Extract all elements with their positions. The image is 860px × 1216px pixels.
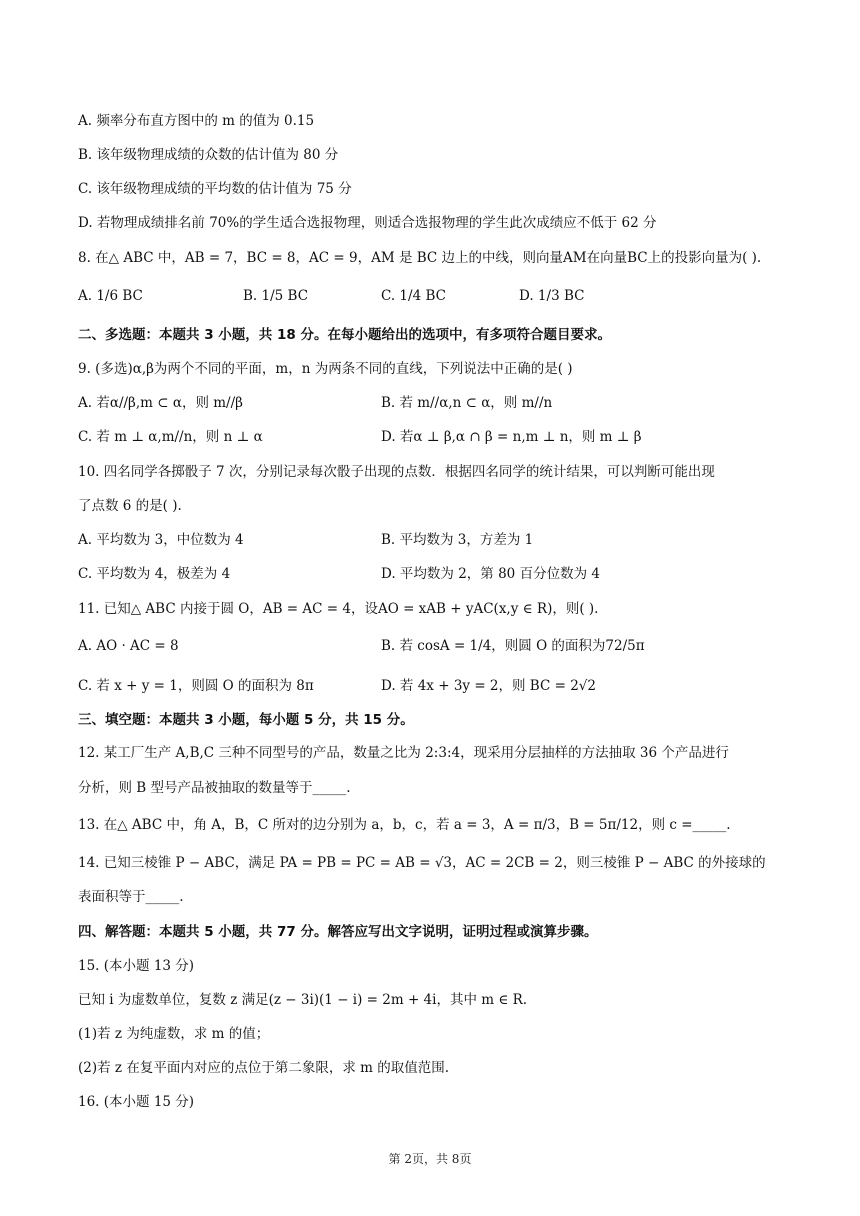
q11-option-c: C. 若 x + y = 1，则圆 O 的面积为 8π <box>78 678 314 694</box>
q8-option-a: A. 1/6 BC <box>78 288 143 304</box>
q8-stem: 8. 在△ ABC 中，AB = 7，BC = 8，AC = 9，AM 是 BC 边上的中线，则向量AM在向量BC上的投影向量为( ). <box>78 250 762 266</box>
section-2-heading: 二、多选题：本题共 3 小题，共 18 分。在每小题给出的选项中，有多项符合题目要求。 <box>78 327 611 343</box>
q15-part-2: (2)若 z 在复平面内对应的点位于第二象限，求 m 的取值范围. <box>78 1060 449 1076</box>
q15-stem: 已知 i 为虚数单位，复数 z 满足(z − 3i)(1 − i) = 2m + 4i，其中 m ∈ R. <box>78 992 528 1008</box>
q14-stem: 14. 已知三棱锥 P − ABC，满足 PA = PB = PC = AB = √3，AC = 2CB = 2，则三棱锥 P − ABC 的外接球的 <box>78 855 766 871</box>
page-footer: 第 2页，共 8页 <box>388 1152 472 1166</box>
q7-option-c: C. 该年级物理成绩的平均数的估计值为 75 分 <box>78 181 352 197</box>
q10-option-c: C. 平均数为 4，极差为 4 <box>78 566 231 582</box>
q14-stem-cont: 表面积等于_____. <box>78 889 184 905</box>
section-3-heading: 三、填空题：本题共 3 小题，每小题 5 分，共 15 分。 <box>78 712 414 728</box>
q10-option-a: A. 平均数为 3，中位数为 4 <box>78 532 244 548</box>
q7-option-b: B. 该年级物理成绩的众数的估计值为 80 分 <box>78 147 339 163</box>
q8-option-c: C. 1/4 BC <box>381 288 446 304</box>
q11-option-d: D. 若 4x + 3y = 2，则 BC = 2√2 <box>381 678 596 694</box>
q16-heading: 16. (本小题 15 分) <box>78 1094 195 1110</box>
q11-option-a: A. AO · AC = 8 <box>78 638 179 654</box>
q8-option-b: B. 1/5 BC <box>243 288 309 304</box>
q15-heading: 15. (本小题 13 分) <box>78 958 195 974</box>
q9-option-d: D. 若α ⊥ β,α ∩ β = n,m ⊥ n，则 m ⊥ β <box>381 429 642 445</box>
q11-stem: 11. 已知△ ABC 内接于圆 O，AB = AC = 4，设AO = xAB + yAC(x,y ∈ R)，则( ). <box>78 601 599 617</box>
q10-option-b: B. 平均数为 3，方差为 1 <box>381 532 534 548</box>
q10-stem-cont: 了点数 6 的是( ). <box>78 498 182 514</box>
q9-option-a: A. 若α//β,m ⊂ α，则 m//β <box>78 395 243 411</box>
q8-option-d: D. 1/3 BC <box>519 288 585 304</box>
q10-stem: 10. 四名同学各掷骰子 7 次，分别记录每次骰子出现的点数．根据四名同学的统计结果，可以判断可能出现 <box>78 464 715 480</box>
q11-option-b: B. 若 cosA = 1/4，则圆 O 的面积为72/5π <box>381 638 645 654</box>
q7-option-d: D. 若物理成绩排名前 70%的学生适合选报物理，则适合选报物理的学生此次成绩应不低于 62 分 <box>78 215 657 231</box>
section-4-heading: 四、解答题：本题共 5 小题，共 77 分。解答应写出文字说明，证明过程或演算步骤。 <box>78 924 598 940</box>
q12-stem-cont: 分析，则 B 型号产品被抽取的数量等于_____. <box>78 780 351 796</box>
q10-option-d: D. 平均数为 2，第 80 百分位数为 4 <box>381 566 600 582</box>
q12-stem: 12. 某工厂生产 A,B,C 三种不同型号的产品，数量之比为 2:3:4，现采用分层抽样的方法抽取 36 个产品进行 <box>78 745 729 761</box>
q9-option-b: B. 若 m//α,n ⊂ α，则 m//n <box>381 395 553 411</box>
q9-option-c: C. 若 m ⊥ α,m//n，则 n ⊥ α <box>78 429 263 445</box>
q15-part-1: (1)若 z 为纯虚数，求 m 的值； <box>78 1026 270 1042</box>
q9-stem: 9. (多选)α,β为两个不同的平面，m，n 为两条不同的直线，下列说法中正确的是( ) <box>78 361 573 377</box>
q7-option-a: A. 频率分布直方图中的 m 的值为 0.15 <box>78 113 315 129</box>
q13-stem: 13. 在△ ABC 中，角 A，B，C 所对的边分别为 a，b，c，若 a = 3，A = π/3，B = 5π/12，则 c =_____. <box>78 817 731 833</box>
